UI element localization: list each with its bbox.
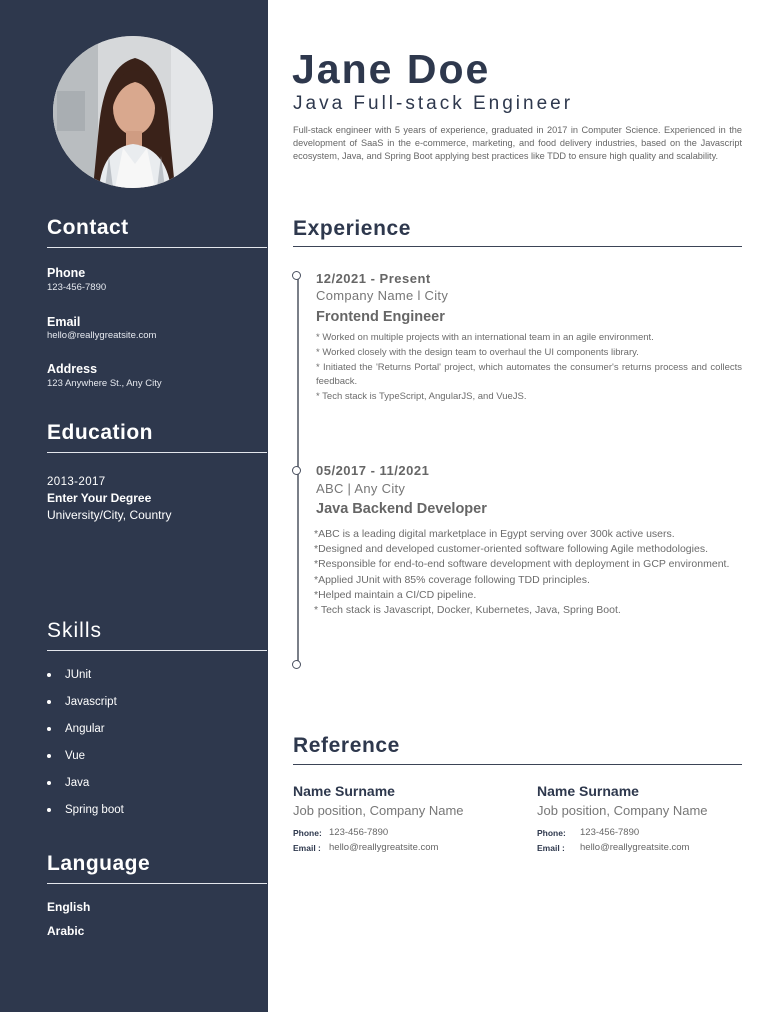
job-role: Frontend Engineer — [316, 309, 445, 325]
bullet-icon — [47, 781, 51, 785]
job-bullet: *Responsible for end-to-end software development with deployment in GCP environment. — [314, 558, 730, 571]
skill-label: Java — [65, 777, 90, 789]
candidate-name: Jane Doe — [292, 46, 491, 92]
education-school: University/City, Country — [47, 508, 172, 522]
education-degree: Enter Your Degree — [47, 491, 152, 505]
timeline-node — [292, 660, 301, 669]
profile-photo — [53, 36, 213, 188]
language-item: Arabic — [47, 924, 85, 938]
language-divider — [47, 883, 267, 884]
reference-position: Job position, Company Name — [293, 803, 464, 818]
skill-item — [47, 750, 85, 762]
reference-name: Name Surname — [537, 783, 639, 799]
skill-item — [47, 696, 117, 708]
timeline-node — [292, 271, 301, 280]
reference-divider — [293, 764, 742, 765]
education-divider — [47, 452, 267, 453]
education-years: 2013-2017 — [47, 476, 106, 488]
email-value: hello@reallygreatsite.com — [47, 330, 157, 341]
language-item: English — [47, 900, 91, 914]
job-bullet: * Worked on multiple projects with an international team in an agile environment. — [316, 332, 654, 343]
job-bullet: * Tech stack is Javascript, Docker, Kubernetes, Java, Spring Boot. — [314, 604, 621, 617]
reference-phone: 123-456-7890 — [329, 827, 389, 838]
skill-label: JUnit — [65, 669, 92, 681]
job-bullet: * Initiated the 'Returns Portal' project, which automates the consumer's returns process and collects feedback. — [316, 361, 742, 388]
reference-email-label: Email : — [537, 843, 565, 853]
reference-email-label: Email : — [293, 843, 321, 853]
job-bullet: *Applied JUnit with 85% coverage following TDD principles. — [314, 573, 590, 586]
reference-phone-label: Phone: — [537, 828, 566, 838]
bullet-icon — [47, 808, 51, 812]
job-bullet: * Tech stack is TypeScript, AngularJS, and VueJS. — [316, 391, 527, 403]
skill-label: Javascript — [65, 696, 117, 708]
experience-heading: Experience — [293, 217, 412, 240]
reference-name: Name Surname — [293, 783, 395, 799]
language-heading: Language — [47, 852, 151, 875]
job-bullet: * Worked closely with the design team to overhaul the UI components library. — [316, 346, 639, 358]
phone-label: Phone — [47, 266, 86, 280]
skills-heading: Skills — [47, 619, 103, 642]
reference-email: hello@reallygreatsite.com — [329, 842, 439, 853]
skill-label: Vue — [65, 750, 86, 762]
address-value: 123 Anywhere St., Any City — [47, 378, 162, 389]
bullet-icon — [47, 673, 51, 677]
job-bullet: *ABC is a leading digital marketplace in Egypt serving over 300k active users. — [314, 528, 675, 540]
job-bullets — [316, 331, 742, 405]
contact-heading: Contact — [47, 216, 129, 239]
skills-divider — [47, 650, 267, 651]
timeline-node — [292, 466, 301, 475]
reference-phone: 123-456-7890 — [580, 827, 640, 838]
skill-label: Spring boot — [65, 804, 124, 816]
sidebar — [0, 0, 268, 1012]
job-company: Company Name l City — [316, 288, 449, 303]
reference-email: hello@reallygreatsite.com — [580, 842, 690, 853]
bullet-icon — [47, 754, 51, 758]
job-bullet: *Designed and developed customer-oriented software following Agile methodologies. — [314, 543, 708, 556]
reference-phone-label: Phone: — [293, 828, 322, 838]
job-bullet: *Helped maintain a CI/CD pipeline. — [314, 588, 477, 601]
bullet-icon — [47, 727, 51, 731]
job-role: Java Backend Developer — [316, 501, 487, 517]
experience-divider — [293, 246, 742, 247]
address-label: Address — [47, 362, 98, 376]
candidate-title: Java Full-stack Engineer — [293, 93, 574, 114]
email-label: Email — [47, 315, 81, 329]
bullet-icon — [47, 700, 51, 704]
skill-label: Angular — [65, 723, 105, 735]
skill-item — [47, 777, 89, 789]
phone-value: 123-456-7890 — [47, 282, 107, 293]
job-company: ABC | Any City — [316, 481, 406, 496]
reference-position: Job position, Company Name — [537, 803, 708, 818]
reference-heading: Reference — [293, 734, 400, 757]
job-bullets — [314, 527, 759, 618]
skill-item — [47, 804, 124, 816]
skill-item — [47, 669, 91, 681]
job-date: 12/2021 - Present — [316, 271, 431, 286]
profile-summary: Full-stack engineer with 5 years of experience, graduated in 2017 in Computer Science. Experienced in the development of SaaS in the e-commerce, marketing, and food delivery industries, based on the Javascript ecosystem, Java, and Spring Boot applying best practices like TDD to ensure high quality and scalability. — [293, 125, 742, 161]
job-date: 05/2017 - 11/2021 — [316, 463, 430, 478]
skill-item — [47, 723, 105, 735]
education-heading: Education — [47, 421, 154, 444]
contact-divider — [47, 247, 267, 248]
